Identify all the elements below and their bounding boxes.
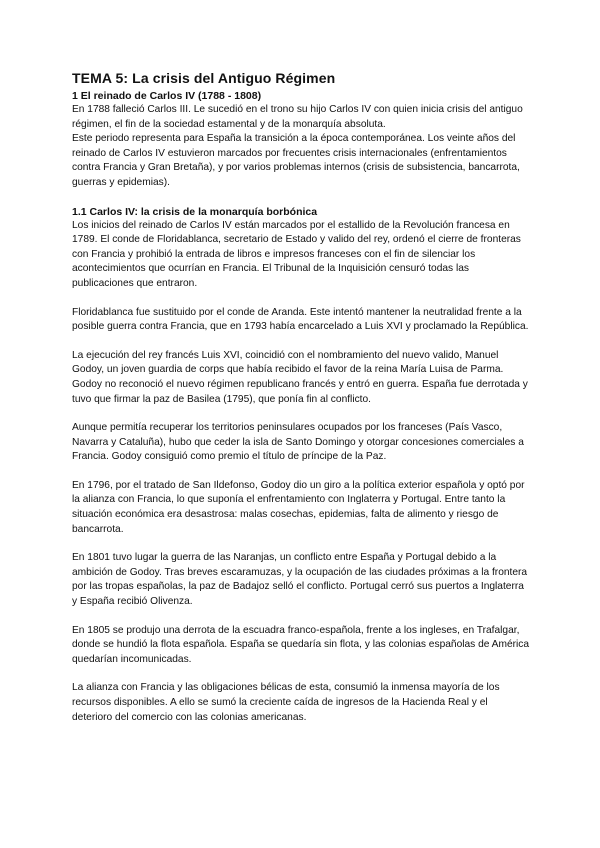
paragraph-aranda: Floridablanca fue sustituido por el conde de Aranda. Este intentó mantener la neutralidad frente a la posible guerra contra Francia, que en 1793 había encarcelado a Luis XVI y proclamado la República. bbox=[72, 306, 529, 333]
section-1-paragraph-2: Este periodo representa para España la transición a la época contemporánea. Los veinte años del reinado de Carlos IV estuvieron marcados por frecuentes crisis internacionales (enfrentamientos contra Francia y Gran Bretaña), y por varios problemas internos (crisis de subsistencia, bancarrota, guerras y epidemias). bbox=[72, 133, 520, 188]
paragraph-trafalgar: En 1805 se produjo una derrota de la escuadra franco-española, frente a los ingleses, en Trafalgar, donde se hundió la flota española. España se quedaría sin flota, y las colonias españolas de América quedarían incomunicadas. bbox=[72, 624, 530, 665]
section-1-1-heading: 1.1 Carlos IV: la crisis de la monarquía borbónica bbox=[72, 205, 318, 218]
paragraph-alianza: La alianza con Francia y las obligaciones bélicas de esta, consumió la inmensa mayoría de los recursos disponibles. A ello se sumó la creciente caída de ingresos de la Hacienda Real y el deterioro del comercio con las colonias americanas. bbox=[72, 682, 500, 723]
paragraph-floridablanca: Los inicios del reinado de Carlos IV están marcados por el estallido de la Revolución francesa en 1789. El conde de Floridablanca, secretario de Estado y valido del rey, ordenó el cierre de fronteras con Francia y prohibió la entrada de libros e impresos franceses con el fin de silenciar los acontecimientos que ocurrían en Francia. El Tribunal de la Inquisición censuró todas las publicaciones que entraron. bbox=[72, 219, 521, 289]
paragraph-san-ildefonso: En 1796, por el tratado de San Ildefonso, Godoy dio un giro a la política exterior española y optó por la alianza con Francia, lo que suponía el enfrentamiento con Inglaterra y Portugal. Entre tanto la situación económica era desastrosa: malas cosechas, epidemias, falta de alimento y riesgo de bancarrota. bbox=[72, 479, 525, 535]
paragraph-naranjas: En 1801 tuvo lugar la guerra de las Naranjas, un conflicto entre España y Portugal debido a la ambición de Godoy. Tras breves escaramuzas, y la ocupación de las ciudades próximas a la frontera por las tropas españolas, la paz de Badajoz selló el conflicto. Portugal cerró sus puertos a Inglaterra y España recibió Olivenza. bbox=[72, 552, 528, 608]
section-1-heading: 1 El reinado de Carlos IV (1788 - 1808) bbox=[72, 90, 262, 102]
section-1-paragraph-1: En 1788 falleció Carlos III. Le sucedió en el trono su hijo Carlos IV con quien inicia crisis del antiguo régimen, el fin de la sociedad estamental y de la monarquía absoluta. bbox=[72, 104, 523, 130]
paragraph-godoy: La ejecución del rey francés Luis XVI, coincidió con el nombramiento del nuevo valido, Manuel Godoy, un joven guardia de corps que había recibido el favor de la reina María Luisa de Parma. Godoy no reconoció el nuevo régimen republicano francés y entró en guerra. España fue derrotada y tuvo que firmar la paz de Basilea (1795), que ponía fin al conflicto. bbox=[72, 349, 528, 405]
document-title: TEMA 5: La crisis del Antiguo Régimen bbox=[72, 70, 336, 86]
paragraph-basilea: Aunque permitía recuperar los territorios peninsulares ocupados por los franceses (País Vasco, Navarra y Cataluña), hubo que ceder la isla de Santo Domingo y otorgar concesiones comerciales a Francia. Godoy consiguió como premio el título de príncipe de la Paz. bbox=[72, 422, 524, 463]
